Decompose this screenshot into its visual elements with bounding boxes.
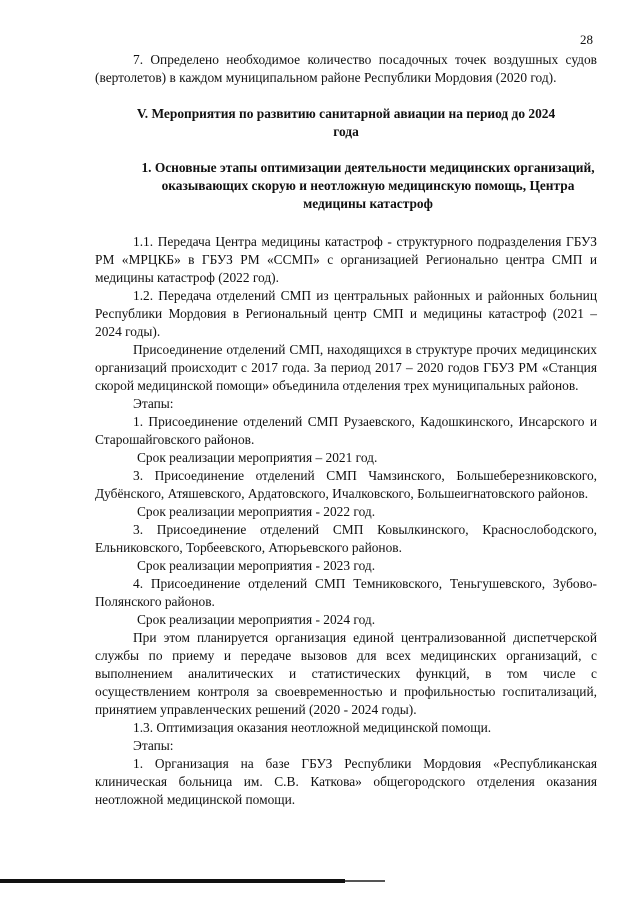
paragraph-plan: При этом планируется организация единой централизованной диспетчерской службы по приему и передаче вызовов для всех медицинских организаций, с выполнением аналитических и статистических функций, в том числе с осуществлением контроля за своевременностью и профильностью госпитализаций, принятием управленческих решений (2020 - 2024 годы).	[95, 630, 597, 717]
term-4: Срок реализации мероприятия - 2024 год.	[137, 612, 376, 627]
paragraph-1-2: 1.2. Передача отделений СМП из центральных районных и районных больниц Республики Мордовия в Региональный центр СМП и медицины катастроф (2021 – 2024 годы).	[95, 288, 597, 339]
section-title: V. Мероприятия по развитию санитарной авиации на период до 2024 года	[136, 106, 556, 139]
stage-3: 3. Присоединение отделений СМП Ковылкинского, Краснослободского, Ельниковского, Торбеевского, Атюрьевского районов.	[95, 522, 597, 555]
stage-1: 1. Присоединение отделений СМП Рузаевского, Кадошкинского, Инсарского и Старошайговского районов.	[95, 414, 597, 447]
footer-rule	[0, 879, 345, 883]
paragraph-joining: Присоединение отделений СМП, находящихся в структуре прочих медицинских организаций происходит с 2017 года. За период 2017 – 2020 годов ГБУЗ РМ «Станция скорой медицинской помощи» объединила отделения трех муниципальных районов.	[95, 342, 597, 393]
term-2: Срок реализации мероприятия - 2022 год.	[137, 504, 376, 519]
page-number: 28	[580, 32, 593, 47]
document-body	[95, 51, 597, 809]
paragraph-1-3: 1.3. Оптимизация оказания неотложной медицинской помощи.	[133, 720, 492, 735]
stage-2: 3. Присоединение отделений СМП Чамзинского, Большеберезниковского, Дубёнского, Атяшевского, Ардатовского, Ичалковского, Большеигнатовского районов.	[95, 468, 597, 501]
term-3: Срок реализации мероприятия - 2023 год.	[137, 558, 376, 573]
paragraph-1-1: 1.1. Передача Центра медицины катастроф - структурного подразделения ГБУЗ РМ «МРЦКБ» в ГБУЗ РМ «ССМП» с организацией Регионально центра СМП и медицины катастроф (2022 год).	[95, 234, 597, 285]
subsection-title: 1. Основные этапы оптимизации деятельности медицинских организаций, оказывающих скорую и неотложную медицинскую помощь, Центра медицины катастроф	[141, 160, 595, 211]
stages-label-2: Этапы:	[133, 738, 174, 753]
stages-label: Этапы:	[133, 396, 174, 411]
paragraph-7: 7. Определено необходимое количество посадочных точек воздушных судов (вертолетов) в каждом муниципальном районе Республики Мордовия (2020 год).	[95, 52, 597, 85]
term-1: Срок реализации мероприятия – 2021 год.	[137, 450, 378, 465]
footer-rule-tail	[345, 880, 385, 882]
paragraph-organization: 1. Организация на базе ГБУЗ Республики Мордовия «Республиканская клиническая больница им. С.В. Каткова» общегородского отделения оказания неотложной медицинской помощи.	[95, 756, 597, 807]
stage-4: 4. Присоединение отделений СМП Темниковского, Теньгушевского, Зубово-Полянского районов.	[95, 576, 597, 609]
